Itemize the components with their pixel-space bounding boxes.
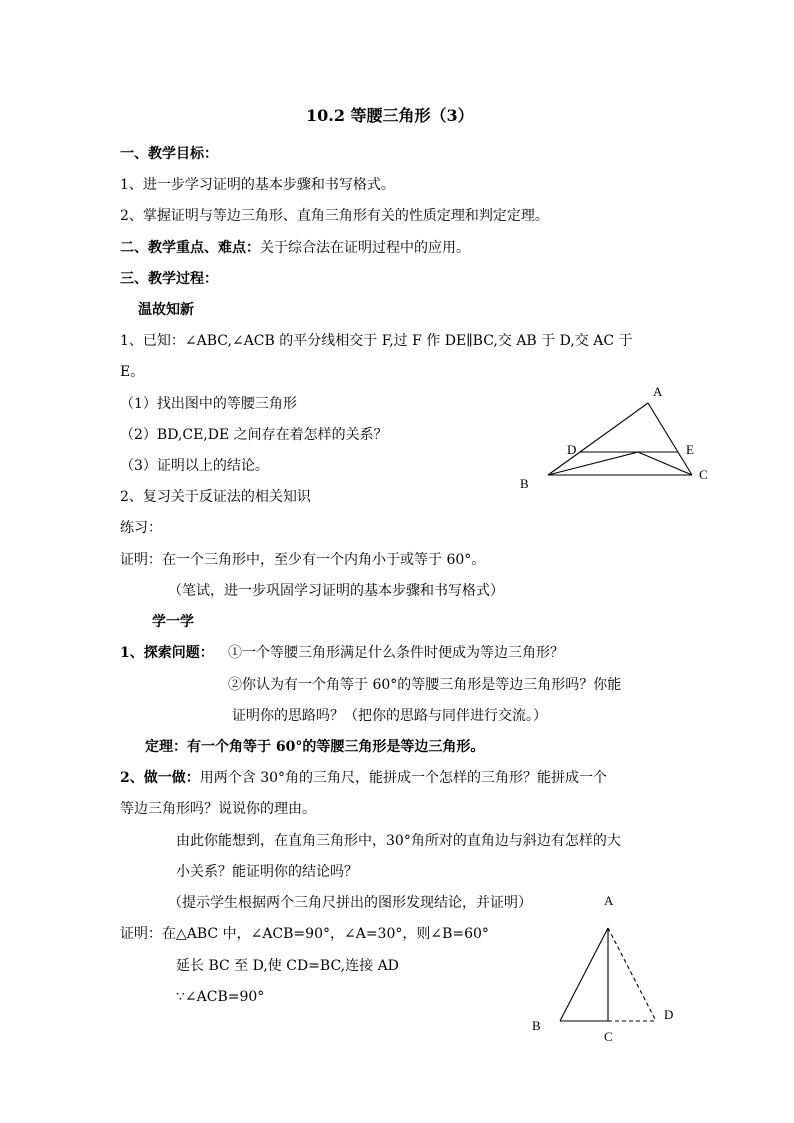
section-key-points-text: 关于综合法在证明过程中的应用。: [260, 240, 470, 256]
triangle-figure-2: [520, 890, 700, 1050]
page-title: 10.2 等腰三角形（3）: [306, 106, 474, 125]
section-key-points: [120, 238, 470, 258]
practice-label: 练习：: [120, 520, 162, 536]
review-heading: 温故知新: [138, 302, 194, 318]
proof-line-3: ∵∠ACB=90°: [176, 989, 265, 1005]
fig1-bisector-c: [638, 452, 692, 475]
review-question-1-line-1: 1、已知：∠ABC,∠ACB 的平分线相交于 F,过 F 作 DE∥BC,交 AB 于 D,交 AC 于: [120, 333, 633, 349]
do-it-line-1: [120, 768, 607, 788]
explore-question-2-line-2: 证明你的思路吗？（把你的思路与同伴进行交流。）: [232, 708, 547, 724]
triangle-figure-1: [510, 375, 730, 495]
do-it-line-2: 等边三角形吗？说说你的理由。: [120, 801, 316, 817]
think-line-1: 由此你能想到，在直角三角形中，30°角所对的直角边与斜边有怎样的大: [176, 833, 621, 849]
section-goals-heading: 一、教学目标：: [120, 146, 218, 162]
do-it-label: 2、做一做：: [120, 770, 200, 786]
fig1-label-c: C: [699, 467, 708, 482]
fig1-label-e: E: [686, 442, 694, 457]
fig1-label-b: B: [520, 476, 529, 491]
practice-note: （笔试，进一步巩固学习证明的基本步骤和书写格式）: [168, 583, 504, 599]
review-sub-question-3: （3）证明以上的结论。: [120, 458, 269, 474]
review-sub-question-2: （2）BD,CE,DE 之间存在着怎样的关系？: [120, 427, 388, 443]
practice-proof: 证明：在一个三角形中，至少有一个内角小于或等于 60°。: [120, 552, 486, 568]
explore-question-1: ①一个等腰三角形满足什么条件时便成为等边三角形？: [228, 645, 564, 661]
fig2-label-d: D: [664, 1007, 674, 1022]
review-sub-question-1: （1）找出图中的等腰三角形: [120, 396, 297, 412]
do-it-text: 用两个含 30°角的三角尺，能拼成一个怎样的三角形？能拼成一个: [199, 770, 608, 786]
fig2-label-c: C: [604, 1029, 613, 1044]
hint: （提示学生根据两个三角尺拼出的图形发现结论，并证明）: [168, 895, 532, 911]
proof-line-1: 证明：在△ABC 中，∠ACB=90°，∠A=30°，则∠B=60°: [120, 926, 489, 942]
explore-question-2-line-1: ②你认为有一个角等于 60°的等腰三角形是等边三角形吗？你能: [228, 677, 622, 693]
review-question-2: 2、复习关于反证法的相关知识: [120, 489, 311, 505]
fig1-label-a: A: [653, 384, 663, 399]
fig1-side-ac: [648, 403, 692, 475]
proof-line-2: 延长 BC 至 D,使 CD=BC,连接 AD: [176, 958, 399, 974]
fig2-side-ab: [560, 928, 608, 1021]
learn-heading: 学一学: [152, 614, 194, 630]
fig2-dashed-ad: [608, 928, 656, 1021]
fig2-label-b: B: [532, 1018, 541, 1033]
fig1-label-d: D: [567, 442, 577, 457]
fig2-label-a: A: [604, 893, 614, 908]
section-key-points-heading: 二、教学重点、难点：: [120, 240, 260, 256]
explore-label: 1、探索问题：: [120, 645, 214, 661]
fig1-bisector-b: [548, 452, 638, 475]
review-question-1-line-2: E。: [120, 364, 145, 380]
think-line-2: 小关系？能证明你的结论吗？: [176, 864, 358, 880]
goal-1: 1、进一步学习证明的基本步骤和书写格式。: [120, 177, 395, 193]
section-process-heading: 三、教学过程：: [120, 271, 218, 287]
fig1-side-ab: [548, 403, 648, 475]
goal-2: 2、掌握证明与等边三角形、直角三角形有关的性质定理和判定定理。: [120, 208, 549, 224]
theorem: 定理：有一个角等于 60°的等腰三角形是等边三角形。: [145, 739, 485, 755]
